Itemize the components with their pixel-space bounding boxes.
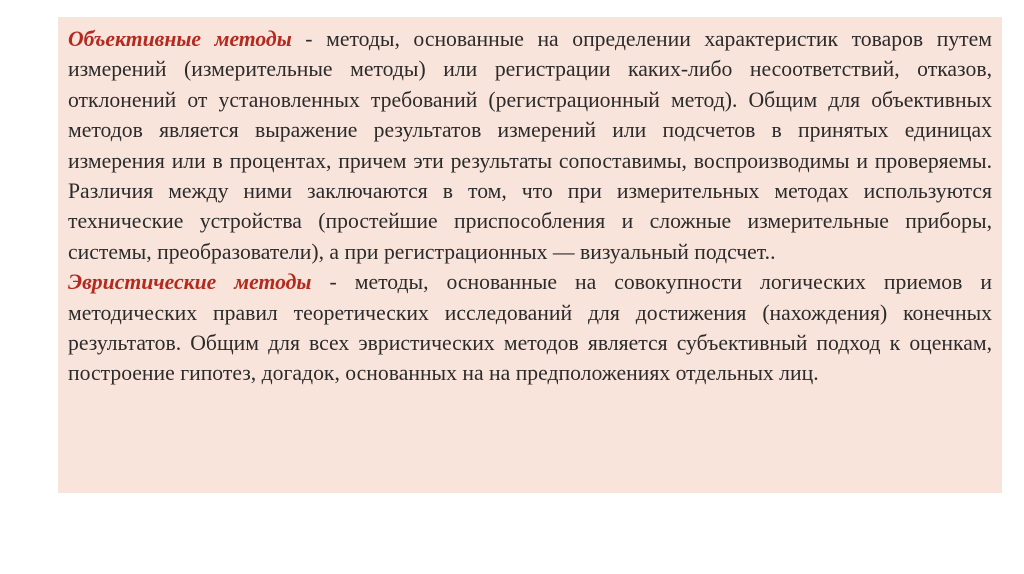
- term-heuristic-methods: Эвристические методы: [68, 270, 312, 295]
- paragraph-objective-methods: [68, 24, 992, 267]
- definition-objective-methods: - методы, основанные на определении характеристик товаров путем измерений (измерительные методы) или регистрации каких-либо несоответствий, отказов, отклонений от установленных требований (регистрационный метод). Общим для объективных методов является выражение результатов измерений или подсчетов в принятых единицах измерения или в процентах, причем эти результаты сопоставимы, воспроизводимы и проверяемы. Различия между ними заключаются в том, что при измерительных методах используются технические устройства (простейшие приспособления и сложные измерительные приборы, системы, преобразователи), а при регистрационных — визуальный подсчет..: [68, 27, 992, 264]
- definition-heuristic-methods: - методы, основанные на совокупности логических приемов и методических правил теоретических исследований для достижения (нахождения) конечных результатов. Общим для всех эвристических методов является субъективный подход к оценкам, построение гипотез, догадок, основанных на на предположениях отдельных лиц.: [68, 270, 992, 386]
- term-objective-methods: Объективные методы: [68, 27, 292, 51]
- paragraph-heuristic-methods: [68, 267, 992, 389]
- content-text-box: [58, 17, 1002, 493]
